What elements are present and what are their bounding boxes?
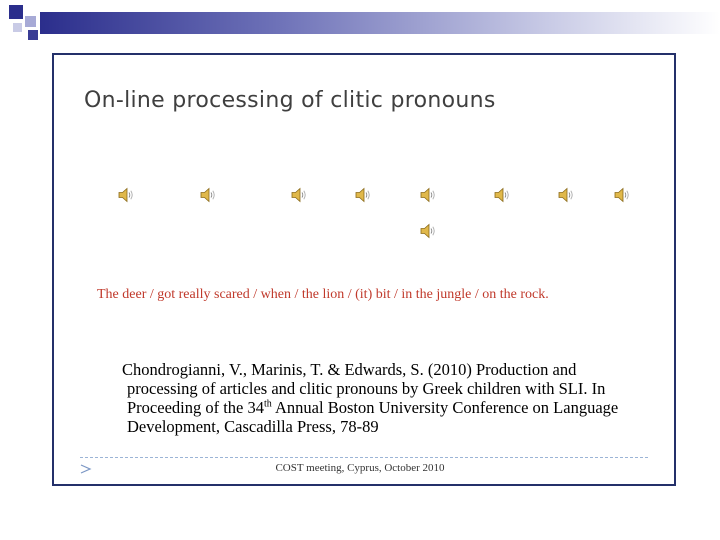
header-gradient-bar (40, 12, 720, 34)
sound-speaker-icon[interactable] (493, 186, 511, 204)
decorative-square (28, 30, 38, 40)
reference-line: processing of articles and clitic pronouns by Greek children with SLI. In (127, 379, 606, 398)
sound-speaker-icon[interactable] (199, 186, 217, 204)
sound-speaker-icon[interactable] (354, 186, 372, 204)
decorative-square (9, 5, 23, 19)
decorative-square (13, 23, 22, 32)
sound-speaker-icon[interactable] (557, 186, 575, 204)
sound-speaker-icon[interactable] (419, 222, 437, 240)
footer-divider (80, 457, 648, 458)
reference-text: Proceeding of the 34 (127, 398, 265, 417)
reference-text: Annual Boston University Conference on Language (271, 398, 619, 417)
reference-citation (122, 360, 682, 436)
sound-speaker-icon[interactable] (419, 186, 437, 204)
reference-line: Development, Cascadilla Press, 78-89 (127, 417, 379, 436)
example-sentence: The deer / got really scared / when / the lion / (it) bit / in the jungle / on the rock. (97, 287, 549, 302)
sound-speaker-icon[interactable] (613, 186, 631, 204)
slide-title: On-line processing of clitic pronouns (84, 88, 496, 113)
sound-speaker-icon[interactable] (290, 186, 308, 204)
decorative-square (25, 16, 36, 27)
reference-line (122, 398, 682, 417)
sound-speaker-icon[interactable] (117, 186, 135, 204)
ordinal-suffix: th (264, 398, 272, 410)
reference-line: Chondrogianni, V., Marinis, T. & Edwards, S. (2010) Production and (122, 360, 577, 379)
slide-footer: COST meeting, Cyprus, October 2010 (275, 462, 445, 474)
